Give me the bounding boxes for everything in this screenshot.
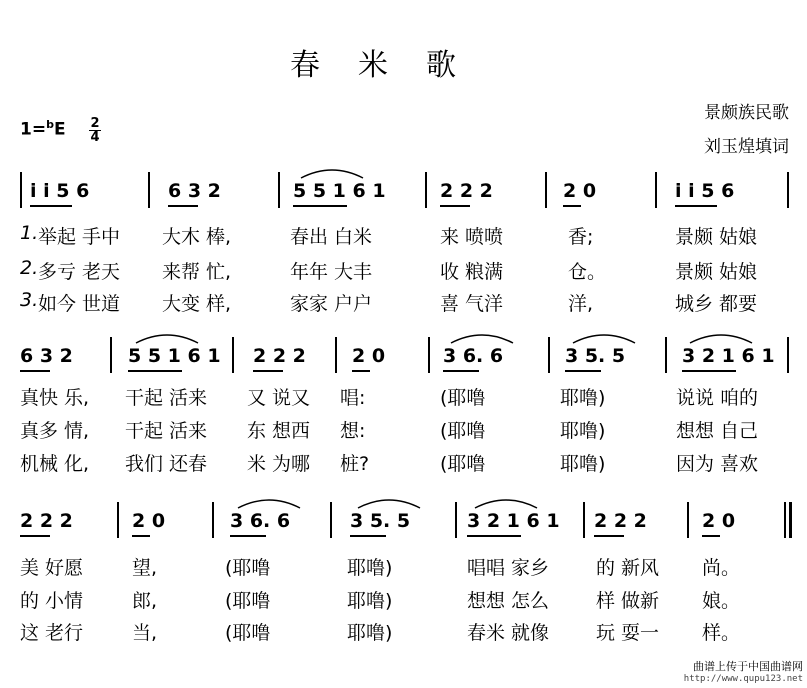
- song-title: 春米歌: [290, 48, 494, 83]
- lyric-segment: 娘。: [702, 590, 741, 612]
- lyric-segment: 举起 手中: [38, 226, 121, 248]
- lyric-segment: 仓。: [568, 261, 607, 283]
- lyric-segment: 的 小情: [20, 590, 84, 612]
- lyric-segment: 春出 白米: [290, 226, 373, 248]
- lyric-segment: 桩?: [340, 453, 370, 475]
- lyric-segment: 大木 棒,: [162, 226, 232, 248]
- verse-number: 1.: [20, 222, 39, 244]
- lyric-segment: 年年 大丰: [290, 261, 373, 283]
- lyric-segment: 干起 活来: [125, 420, 208, 442]
- lyric-segment: 唱:: [340, 387, 366, 409]
- origin-credit: 景颇族民歌: [704, 103, 789, 123]
- slur: [475, 500, 537, 508]
- lyric-segment: 来 喷喷: [440, 226, 504, 248]
- lyric-segment: 玩 耍一: [596, 622, 660, 644]
- lyric-segment: 当,: [132, 622, 158, 644]
- watermark-line-1: 曲谱上传于中国曲谱网: [693, 660, 803, 673]
- lyric-segment: (耶噜: [225, 622, 271, 644]
- watermark-line-2: http://www.qupu123.net: [683, 674, 803, 684]
- lyric-segment: 春米 就像: [467, 622, 550, 644]
- lyric-segment: 耶噜): [560, 387, 606, 409]
- measure-notes: 3 5. 5: [565, 345, 626, 367]
- lyric-segment: (耶噜: [440, 453, 486, 475]
- slur: [301, 170, 363, 178]
- lyric-segment: 城乡 都要: [675, 293, 758, 315]
- verse-number: 2.: [20, 257, 39, 279]
- lyric-segment: 洋,: [568, 293, 594, 315]
- flat-sign: b: [46, 118, 54, 131]
- lyric-segment: 郎,: [132, 590, 158, 612]
- lyric-segment: (耶噜: [440, 420, 486, 442]
- lyric-segment: 喜 气洋: [440, 293, 504, 315]
- slur: [690, 335, 752, 343]
- lyric-segment: 望,: [132, 557, 158, 579]
- lyric-segment: 来帮 忙,: [162, 261, 232, 283]
- key-prefix: 1=: [20, 119, 47, 140]
- lyric-segment: 耶噜): [560, 453, 606, 475]
- measure-notes: 3 5. 5: [350, 510, 411, 532]
- lyric-segment: 景颇 姑娘: [675, 226, 758, 248]
- lyric-segment: (耶噜: [225, 590, 271, 612]
- lyric-segment: 多亏 老天: [38, 261, 121, 283]
- lyric-segment: 如今 世道: [38, 293, 121, 315]
- measure-notes: 2 0: [132, 510, 166, 532]
- lyric-segment: 耶噜): [560, 420, 606, 442]
- lyric-segment: 耶噜): [347, 557, 393, 579]
- lyric-segment: (耶噜: [440, 387, 486, 409]
- verse-number: 3.: [20, 289, 39, 311]
- lyric-segment: 这 老行: [20, 622, 84, 644]
- lyric-segment: 样。: [702, 622, 741, 644]
- measure-notes: 2 0: [702, 510, 736, 532]
- lyric-segment: 家家 户户: [290, 293, 373, 315]
- lyric-segment: 收 粮满: [440, 261, 504, 283]
- lyric-segment: 因为 喜欢: [676, 453, 759, 475]
- lyric-segment: 想想 怎么: [467, 590, 550, 612]
- lyric-segment: 的 新风: [596, 557, 660, 579]
- lyric-segment: 唱唱 家乡: [467, 557, 550, 579]
- lyric-segment: 尚。: [702, 557, 741, 579]
- measure-notes: 3 6. 6: [230, 510, 291, 532]
- measure-notes: 3 6. 6: [443, 345, 504, 367]
- measure-notes: 3 2 1 6 1: [467, 510, 560, 532]
- lyric-segment: 机械 化,: [20, 453, 90, 475]
- measure-notes: 5 5 1 6 1: [293, 180, 386, 202]
- measure-notes: 5 5 1 6 1: [128, 345, 221, 367]
- lyric-segment: 真多 情,: [20, 420, 90, 442]
- slur: [451, 335, 513, 343]
- lyric-segment: (耶噜: [225, 557, 271, 579]
- measure-notes: 2 0: [563, 180, 597, 202]
- lyric-segment: 真快 乐,: [20, 387, 90, 409]
- measure-notes: 6 3 2: [168, 180, 221, 202]
- lyric-segment: 香;: [568, 226, 594, 248]
- lyric-segment: 我们 还春: [125, 453, 208, 475]
- measure-notes: 6 3 2: [20, 345, 73, 367]
- lyric-segment: 大变 样,: [162, 293, 232, 315]
- lyric-segment: 耶噜): [347, 622, 393, 644]
- lyric-segment: 耶噜): [347, 590, 393, 612]
- lyric-segment: 又 说又: [247, 387, 311, 409]
- measure-notes: 3 2 1 6 1: [682, 345, 775, 367]
- lyricist-credit: 刘玉煌填词: [704, 137, 789, 157]
- measure-notes: i i 5 6: [675, 180, 735, 202]
- lyric-segment: 样 做新: [596, 590, 660, 612]
- slur: [358, 500, 420, 508]
- lyric-segment: 干起 活来: [125, 387, 208, 409]
- lyric-segment: 美 好愿: [20, 557, 84, 579]
- measure-notes: 2 2 2: [20, 510, 73, 532]
- lyric-segment: 米 为哪: [247, 453, 311, 475]
- lyric-segment: 东 想西: [247, 420, 311, 442]
- lyric-segment: 说说 咱的: [676, 387, 759, 409]
- lyric-segment: 想想 自己: [676, 420, 759, 442]
- slur: [573, 335, 635, 343]
- measure-notes: 2 2 2: [594, 510, 647, 532]
- lyric-segment: 景颇 姑娘: [675, 261, 758, 283]
- lyric-segment: 想:: [340, 420, 366, 442]
- key-note: E: [53, 119, 66, 140]
- slur: [238, 500, 300, 508]
- time-signature-top: 2: [90, 116, 100, 131]
- time-signature-bottom: 4: [90, 130, 100, 145]
- measure-notes: i i 5 6: [30, 180, 90, 202]
- slur: [136, 335, 198, 343]
- measure-notes: 2 0: [352, 345, 386, 367]
- measure-notes: 2 2 2: [253, 345, 306, 367]
- measure-notes: 2 2 2: [440, 180, 493, 202]
